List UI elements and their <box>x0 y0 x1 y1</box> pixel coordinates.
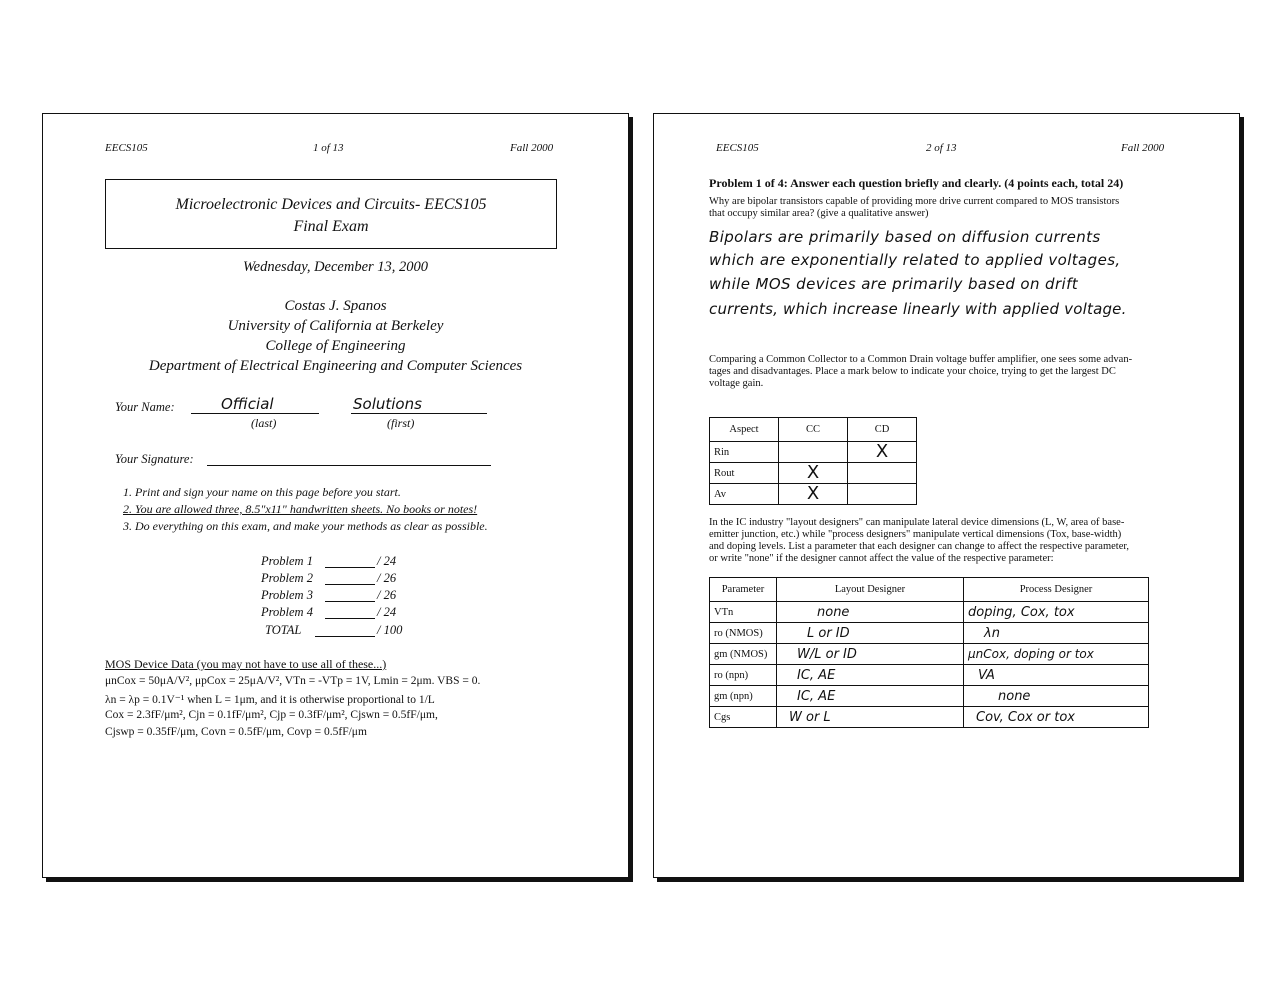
process-answer-cell: VA <box>964 665 1149 686</box>
answer-1-line-1: Bipolars are primarily based on diffusion currents <box>709 228 1101 246</box>
header-term: Fall 2000 <box>1121 142 1165 154</box>
table-header: Layout Designer <box>777 578 964 602</box>
score-max: / 24 <box>377 605 397 619</box>
signature-label: Your Signature: <box>115 452 194 466</box>
param-cell: Cgs <box>710 707 777 728</box>
question-1-line-1: Why are bipolar transistors capable of providing more drive current compared to MOS transistors <box>709 196 1120 207</box>
header-page-number: 2 of 13 <box>926 142 957 154</box>
name-label: Your Name: <box>115 400 175 414</box>
layout-answer-cell: IC, AE <box>777 686 964 707</box>
cc-mark-cell <box>779 442 848 463</box>
cc-mark-cell: X <box>779 463 848 484</box>
mos-data-line-3: Cox = 2.3fF/μm², Cjn = 0.1fF/μm², Cjp = 0.3fF/μm², Cjswn = 0.5fF/μm, <box>105 709 438 721</box>
exam-title: Microelectronic Devices and Circuits- EECS105 <box>175 196 487 213</box>
score-label-total: TOTAL <box>265 623 302 637</box>
instruction-1: 1. Print and sign your name on this page before you start. <box>123 485 401 499</box>
score-max: / 26 <box>377 588 397 602</box>
score-blank <box>325 567 375 568</box>
exam-problem-page <box>653 113 1240 878</box>
last-caption: (last) <box>251 416 277 430</box>
score-blank <box>325 584 375 585</box>
first-caption: (first) <box>387 416 415 430</box>
table-header: Process Designer <box>964 578 1149 602</box>
cd-mark-cell <box>848 484 917 505</box>
first-name-line <box>351 413 487 414</box>
cc-cd-table <box>709 417 917 505</box>
param-cell: gm (NMOS) <box>710 644 777 665</box>
param-cell: gm (npn) <box>710 686 777 707</box>
cc-mark-cell: X <box>779 484 848 505</box>
layout-answer-cell: IC, AE <box>777 665 964 686</box>
author-college: College of Engineering <box>265 338 406 354</box>
table-header: CC <box>779 418 848 442</box>
question-3-line-2: emitter junction, etc.) while "process designers" manipulate vertical dimensions (Tox, base-width) <box>709 529 1122 540</box>
table-header: Parameter <box>710 578 777 602</box>
parameter-table <box>709 577 1149 728</box>
mos-data-title: MOS Device Data (you may not have to use all of these...) <box>105 657 387 671</box>
exam-date: Wednesday, December 13, 2000 <box>242 259 429 275</box>
header-term: Fall 2000 <box>510 142 554 154</box>
layout-answer-cell: none <box>777 602 964 623</box>
score-label: Problem 4 <box>261 605 313 619</box>
table-header: CD <box>848 418 917 442</box>
last-name-handwritten: Official <box>221 395 274 413</box>
score-max: / 24 <box>377 554 397 568</box>
aspect-cell: Rout <box>710 463 779 484</box>
score-blank <box>325 618 375 619</box>
question-3-line-3: and doping levels. List a parameter that each designer can change to affect the respective parameter, <box>709 541 1130 552</box>
param-cell: ro (NMOS) <box>710 623 777 644</box>
instruction-2: 2. You are allowed three, 8.5"x11" handwritten sheets. No books or notes! <box>123 502 478 516</box>
mos-data-line-1: μnCox = 50μA/V², μpCox = 25μA/V², VTn = -VTp = 1V, Lmin = 2μm. VBS = 0. <box>105 675 481 687</box>
last-name-line <box>191 413 319 414</box>
score-blank <box>325 601 375 602</box>
mos-data-line-4: Cjswp = 0.35fF/μm, Covn = 0.5fF/μm, Covp = 0.5fF/μm <box>105 726 367 738</box>
process-answer-cell: doping, Cox, tox <box>964 602 1149 623</box>
question-2-line-3: voltage gain. <box>709 378 764 389</box>
author-name: Costas J. Spanos <box>284 298 387 314</box>
aspect-cell: Av <box>710 484 779 505</box>
answer-1-line-3: while MOS devices are primarily based on drift <box>709 275 1079 293</box>
header-course: EECS105 <box>105 142 148 154</box>
question-3-line-4: or write "none" if the designer cannot affect the value of the respective parameter: <box>709 553 1054 564</box>
layout-answer-cell: L or ID <box>777 623 964 644</box>
layout-answer-cell: W or L <box>777 707 964 728</box>
instruction-3: 3. Do everything on this exam, and make your methods as clear as possible. <box>123 519 488 533</box>
param-cell: VTn <box>710 602 777 623</box>
header-course: EECS105 <box>716 142 759 154</box>
answer-1-line-4: currents, which increase linearly with applied voltage. <box>709 300 1127 318</box>
signature-line <box>207 465 491 466</box>
process-answer-cell: none <box>964 686 1149 707</box>
author-department: Department of Electrical Engineering and Computer Sciences <box>148 358 523 374</box>
question-2-line-2: tages and disadvantages. Place a mark below to indicate your choice, trying to get the largest DC <box>709 366 1116 377</box>
exam-cover-page <box>42 113 629 878</box>
table-header: Aspect <box>710 418 779 442</box>
problem-title: Problem 1 of 4: Answer each question briefly and clearly. (4 points each, total 24) <box>709 176 1124 190</box>
score-label: Problem 3 <box>261 588 313 602</box>
score-blank <box>315 636 375 637</box>
answer-1-line-2: which are exponentially related to applied voltages, <box>709 251 1121 269</box>
process-answer-cell: Cov, Cox or tox <box>964 707 1149 728</box>
aspect-cell: Rin <box>710 442 779 463</box>
mos-data-line-2: λn = λp = 0.1V⁻¹ when L = 1μm, and it is otherwise proportional to 1/L <box>105 694 435 706</box>
process-answer-cell: λn <box>964 623 1149 644</box>
score-label: Problem 2 <box>261 571 313 585</box>
score-max: / 26 <box>377 571 397 585</box>
title-box <box>105 179 557 249</box>
exam-subtitle: Final Exam <box>293 218 369 235</box>
layout-answer-cell: W/L or ID <box>777 644 964 665</box>
question-1-line-2: that occupy similar area? (give a qualitative answer) <box>709 208 929 219</box>
score-max-total: / 100 <box>377 623 403 637</box>
cd-mark-cell <box>848 463 917 484</box>
score-label: Problem 1 <box>261 554 313 568</box>
process-answer-cell: μnCox, doping or tox <box>964 644 1149 665</box>
question-2-line-1: Comparing a Common Collector to a Common Drain voltage buffer amplifier, one sees some advan- <box>709 354 1133 365</box>
first-name-handwritten: Solutions <box>353 395 422 413</box>
author-university: University of California at Berkeley <box>227 318 444 334</box>
param-cell: ro (npn) <box>710 665 777 686</box>
cd-mark-cell: X <box>848 442 917 463</box>
question-3-line-1: In the IC industry "layout designers" can manipulate lateral device dimensions (L, W, area of base- <box>709 517 1125 528</box>
header-page-number: 1 of 13 <box>313 142 344 154</box>
